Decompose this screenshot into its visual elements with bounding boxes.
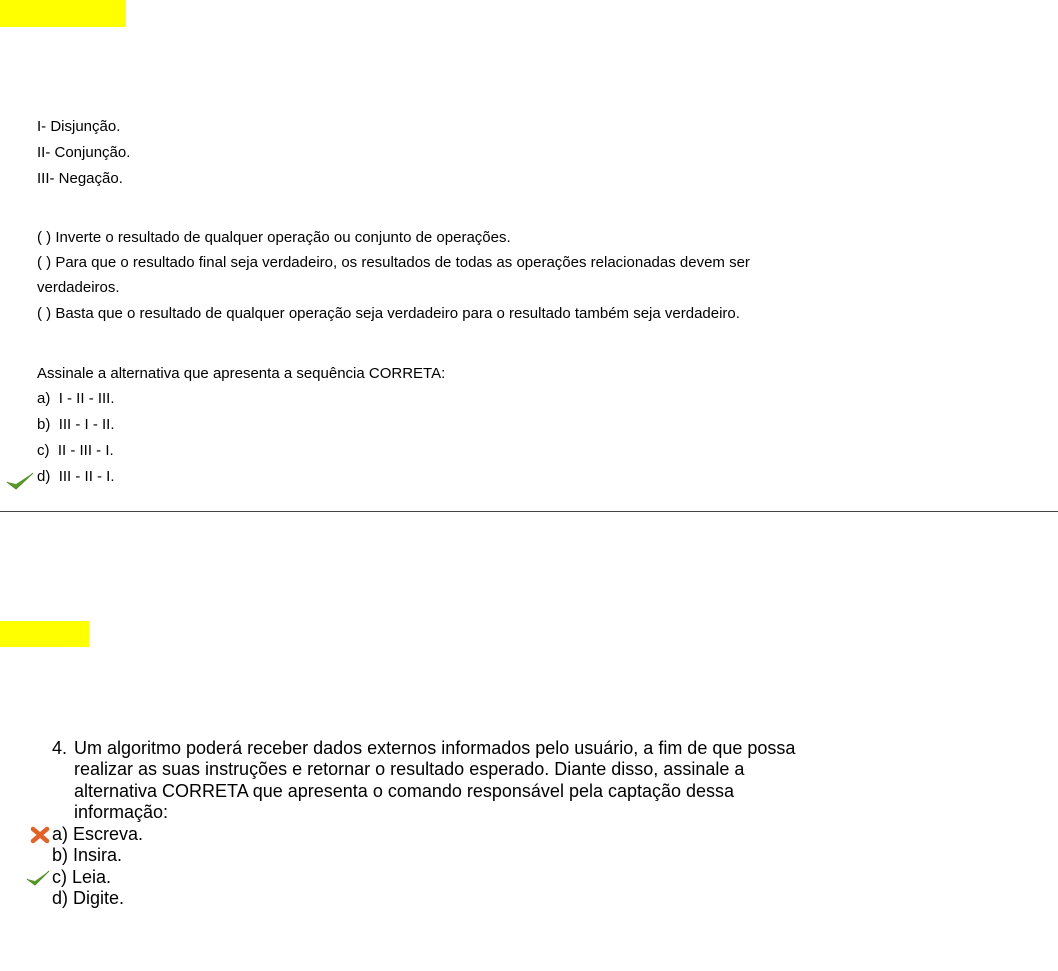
statement-line: ( ) Para que o resultado final seja verdadeiro, os resultados de todas as operações relacionadas devem ser (37, 254, 750, 271)
question-line: realizar as suas instruções e retornar o resultado esperado. Diante disso, assinale a (74, 759, 745, 779)
check-icon (5, 471, 35, 491)
item-line: II- Conjunção. (37, 144, 131, 161)
section-divider (0, 511, 1058, 512)
option-label: b) (37, 416, 51, 433)
option-label: c) (37, 442, 50, 459)
question-line: Um algoritmo poderá receber dados externos informados pelo usuário, a fim de que possa (74, 738, 796, 758)
option-c[interactable]: c) Leia. (52, 867, 112, 887)
option-label: d) (37, 468, 51, 485)
option-d[interactable]: d) Digite. (52, 888, 125, 908)
question-line: alternativa CORRETA que apresenta o comando responsável pela captação dessa (74, 781, 735, 801)
check-icon (25, 869, 51, 887)
statement-line: ( ) Basta que o resultado de qualquer operação seja verdadeiro para o resultado também seja verdadeiro. (37, 305, 740, 322)
option-text: I - II - III. (58, 390, 115, 407)
option-text: III - I - II. (58, 416, 115, 433)
option-text: III - II - I. (58, 468, 115, 485)
item-line: III- Negação. (37, 170, 123, 187)
question-line: informação: (74, 802, 169, 822)
option-a[interactable]: a) Escreva. (52, 824, 144, 844)
highlight-mark (0, 0, 126, 27)
option-c[interactable] (37, 440, 114, 462)
question-prompt: Assinale a alternativa que apresenta a sequência CORRETA: (37, 365, 446, 382)
cross-icon (30, 826, 50, 844)
highlight-mark (0, 621, 89, 647)
option-label: a) (37, 390, 51, 407)
option-b[interactable] (37, 414, 115, 436)
statement-line: verdadeiros. (37, 279, 120, 296)
option-b[interactable]: b) Insira. (52, 845, 123, 865)
option-text: II - III - I. (57, 442, 114, 459)
option-a[interactable] (37, 388, 115, 410)
statement-line: ( ) Inverte o resultado de qualquer operação ou conjunto de operações. (37, 229, 511, 246)
question-number: 4. (52, 738, 68, 758)
item-line: I- Disjunção. (37, 118, 121, 135)
option-d[interactable] (37, 466, 115, 488)
